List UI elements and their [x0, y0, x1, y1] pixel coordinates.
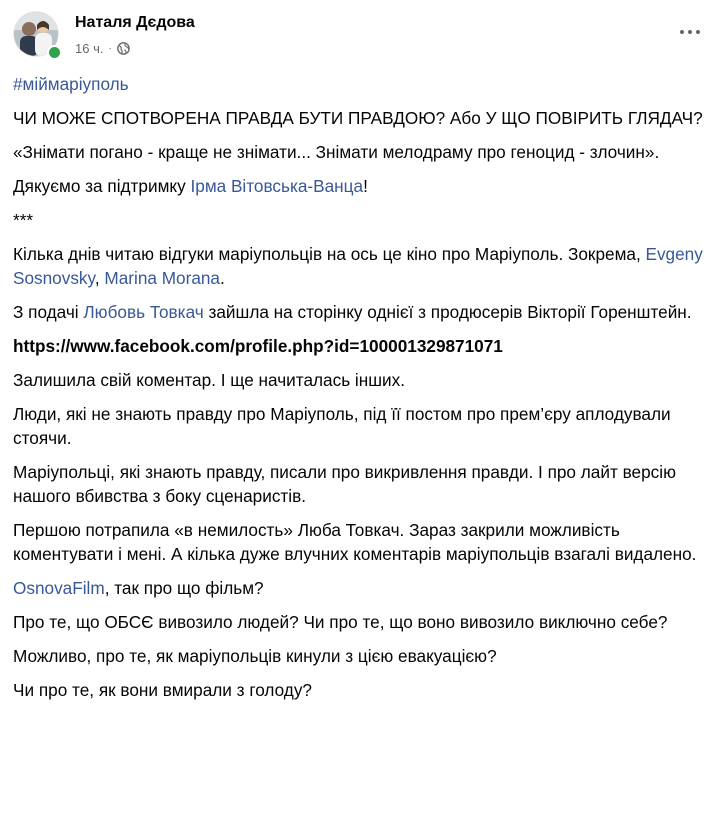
paragraph-hunger: Чи про те, як вони вмирали з голоду?: [13, 680, 312, 700]
separator: ***: [13, 210, 34, 230]
paragraph-truth: Маріупольці, які знають правду, писали про викривлення правди. І про лайт версію нашого вбивства з боку сценаристів.: [13, 462, 676, 506]
mention-irma[interactable]: Ірма Вітовська-Ванца: [190, 176, 364, 196]
meta-separator: ·: [108, 42, 112, 54]
paragraph-reviews: Кілька днів читаю відгуки маріупольців на ось це кіно про Маріуполь. Зокрема, Evgeny Sosnovsky, Marina Morana.: [13, 244, 703, 288]
paragraph-osnova: OsnovaFilm, так про що фільм?: [13, 578, 264, 598]
more-options-button[interactable]: [672, 18, 708, 46]
more-options-icon: [680, 30, 684, 34]
author-name[interactable]: Наталя Дєдова: [75, 14, 195, 31]
paragraph-comments-closed: Першою потрапила «в немилость» Люба Товкач. Зараз закрили можливість коментувати і мені. А кілька дуже влучних коментарів маріупольців взагалі видалено.: [13, 520, 697, 564]
profile-url-link[interactable]: https://www.facebook.com/profile.php?id=100001329871071: [13, 336, 503, 356]
mention-evgeny[interactable]: Evgeny Sosnovsky: [13, 244, 703, 288]
paragraph-comment: Залишила свій коментар. І ще начиталась інших.: [13, 370, 406, 390]
paragraph-producer: З подачі Любовь Товкач зайшла на сторінку однієї з продюсерів Вікторії Горенштейн.: [13, 302, 692, 322]
mention-lyubov[interactable]: Любовь Товкач: [83, 302, 204, 322]
mention-osnovafilm[interactable]: OsnovaFilm: [13, 578, 105, 598]
paragraph-obse: Про те, що ОБСЄ вивозило людей? Чи про те, що воно вивозило виключно себе?: [13, 612, 668, 632]
thanks-paragraph: Дякуємо за підтримку Ірма Вітовська-Ванца!: [13, 176, 368, 196]
online-status-dot: [47, 45, 62, 60]
author-avatar-wrapper[interactable]: [14, 12, 62, 60]
globe-icon[interactable]: [117, 42, 130, 55]
paragraph-evacuation: Можливо, про те, як маріупольців кинули з цією евакуацією?: [13, 646, 497, 666]
mention-marina[interactable]: Marina Morana: [104, 268, 220, 288]
post-title: ЧИ МОЖЕ СПОТВОРЕНА ПРАВДА БУТИ ПРАВДОЮ? Або У ЩО ПОВІРИТЬ ГЛЯДАЧ?: [13, 108, 703, 128]
post-timestamp[interactable]: 16 ч.: [75, 40, 104, 56]
post-quote: «Знімати погано - краще не знімати... Знімати мелодраму про геноцид - злочин».: [13, 142, 660, 162]
post-meta: [75, 39, 130, 57]
hashtag-link[interactable]: #міймаріуполь: [13, 74, 129, 94]
paragraph-premiere: Люди, які не знають правду про Маріуполь, під її постом про прем’єру аплодували стоячи.: [13, 404, 671, 448]
post-text: [13, 72, 713, 712]
